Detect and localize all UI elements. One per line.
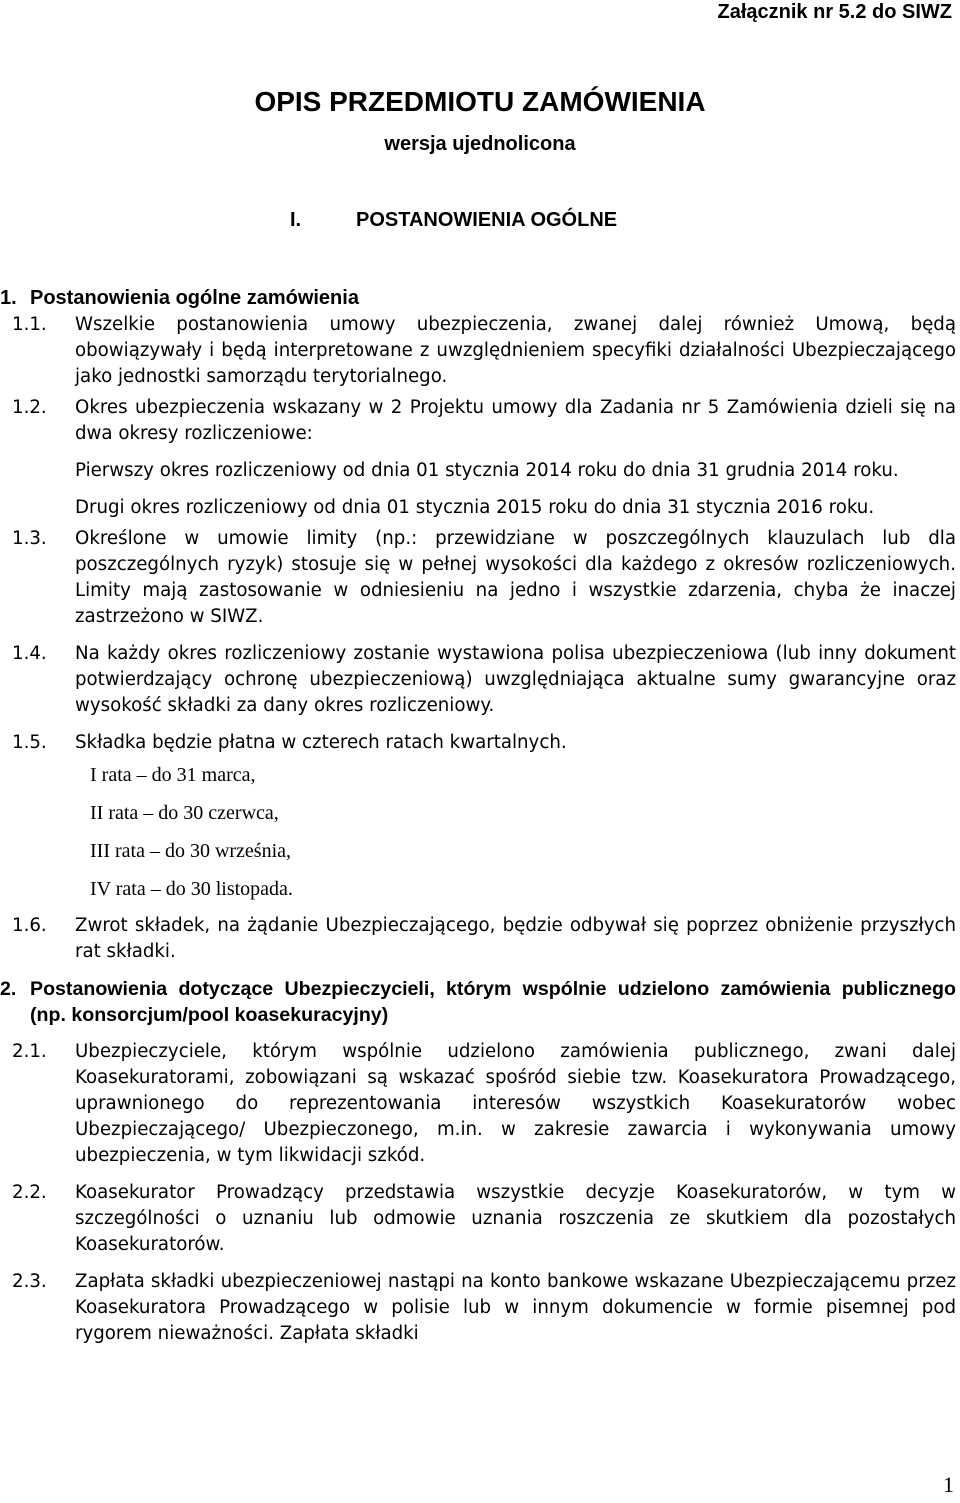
clause-1-5 (0, 730, 960, 756)
clause-number: 1.1. (12, 314, 47, 335)
clause-text: Określone w umowie limity (np.: przewidziane w poszczególnych klauzulach lub dla poszczególnych ryzyk) stosuje się w pełnej wysokości dla każdego z okresów rozliczeniowych. Limity mają zastosowanie w odniesieniu na jedno i wszystkie zdarzenia, chyba że inaczej zastrzeżono w SIWZ. (75, 528, 956, 627)
subsection-number: 1. (0, 287, 17, 309)
clause-text: Okres ubezpieczenia wskazany w 2 Projektu umowy dla Zadania nr 5 Zamówienia dzieli się na dwa okresy rozliczeniowe: (75, 397, 956, 444)
clause-number: 2.2. (12, 1182, 47, 1203)
clause-1-1 (0, 312, 960, 390)
installment-item: III rata – do 30 września, (90, 840, 292, 862)
clause-number: 1.2. (12, 397, 47, 418)
subsection-number: 2. (0, 978, 17, 1000)
clause-text: Składka będzie płatna w czterech ratach kwartalnych. (75, 732, 567, 753)
clause-1-3 (0, 526, 960, 630)
clause-text: Na każdy okres rozliczeniowy zostanie wystawiona polisa ubezpieczeniowa (lub inny dokument potwierdzający ochronę ubezpieczeniową) uwzględniająca aktualne sumy gwarancyjne oraz wysokość składki za dany okres rozliczeniowy. (75, 643, 956, 716)
subsection-title: Postanowienia ogólne zamówienia (30, 287, 359, 309)
clause-1-4 (0, 641, 960, 719)
clause-number: 1.3. (12, 528, 47, 549)
clause-2-1 (0, 1039, 960, 1169)
installment-item: I rata – do 31 marca, (90, 764, 256, 786)
installment-item: IV rata – do 30 listopada. (90, 878, 293, 900)
clause-text: Koasekurator Prowadzący przedstawia wszystkie decyzje Koasekuratorów, w tym w szczególności o uznaniu lub odmowie uznania roszczenia ze skutkiem dla pozostałych Koasekuratorów. (75, 1182, 956, 1255)
clause-1-6 (0, 913, 960, 965)
installment-item: II rata – do 30 czerwca, (90, 802, 279, 824)
clause-number: 1.6. (12, 915, 47, 936)
page-number: 1 (943, 1472, 954, 1497)
document-title: OPIS PRZEDMIOTU ZAMÓWIENIA (254, 86, 706, 117)
clause-text: Ubezpieczyciele, którym wspólnie udzielono zamówienia publicznego, zwani dalej Koasekuratorami, zobowiązani są wskazać spośród siebie tzw. Koasekuratora Prowadzącego, uprawnionego do reprezentowania interesów wszystkich Koasekuratorów wobec Ubezpieczającego/ Ubezpieczonego, m.in. w zakresie zawarcia i wykonywania umowy ubezpieczenia, w tym likwidacji szkód. (75, 1041, 956, 1166)
clause-text: Zapłata składki ubezpieczeniowej nastąpi na konto bankowe wskazane Ubezpieczającemu przez Koasekuratora Prowadzącego w polisie lub w innym dokumencie w formie pisemnej pod rygorem nieważności. Zapłata składki (75, 1271, 956, 1344)
clause-number: 2.3. (12, 1271, 47, 1292)
document-subtitle: wersja ujednolicona (384, 133, 576, 155)
section-title: POSTANOWIENIA OGÓLNE (356, 209, 618, 231)
clause-2-3 (0, 1269, 960, 1347)
clause-text: Wszelkie postanowienia umowy ubezpieczenia, zwanej dalej również Umową, będą obowiązywały i będą interpretowane z uwzględnieniem specyfiki działalności Ubezpieczającego jako jednostki samorządu terytorialnego. (75, 314, 956, 387)
clause-text: Zwrot składek, na żądanie Ubezpieczającego, będzie odbywał się poprzez obniżenie przyszłych rat składki. (75, 915, 956, 962)
attachment-label: Załącznik nr 5.2 do SIWZ (717, 1, 952, 23)
section-heading (290, 208, 617, 232)
clause-number: 1.5. (12, 732, 47, 753)
period-first: Pierwszy okres rozliczeniowy od dnia 01 stycznia 2014 roku do dnia 31 grudnia 2014 roku. (75, 460, 899, 481)
clause-1-2 (0, 395, 960, 447)
subsection-heading-2 (0, 976, 960, 1028)
period-second: Drugi okres rozliczeniowy od dnia 01 stycznia 2015 roku do dnia 31 stycznia 2016 roku. (75, 497, 875, 518)
installment-list (0, 756, 960, 908)
clause-2-2 (0, 1180, 960, 1258)
clause-number: 1.4. (12, 643, 47, 664)
clause-number: 2.1. (12, 1041, 47, 1062)
document-body (0, 312, 960, 1347)
subsection-title: Postanowienia dotyczące Ubezpieczycieli, którym wspólnie udzielono zamówienia publicznego (np. konsorcjum/pool koasekuracyjny) (30, 978, 956, 1026)
subsection-heading-1 (0, 286, 359, 310)
section-number: I. (290, 209, 302, 231)
